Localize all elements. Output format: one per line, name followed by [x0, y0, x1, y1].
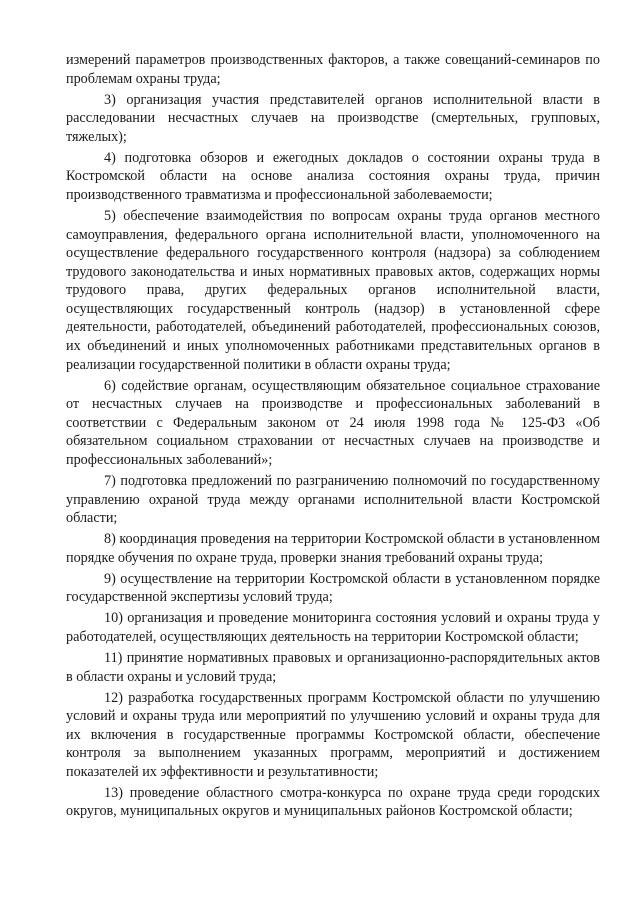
paragraph-item-3: 3) организация участия представителей органов исполнительной власти в расследовании несчастных случаев на производстве (смертельных, групповых, тяжелых);	[66, 91, 600, 145]
paragraph-item-9: 9) осуществление на территории Костромской области в установленном порядке государственной экспертизы условий труда;	[66, 570, 600, 606]
paragraph-continuation: измерений параметров производственных факторов, а также совещаний-семинаров по проблемам охраны труда;	[66, 52, 600, 87]
paragraph-item-8: 8) координация проведения на территории Костромской области в установленном порядке обучения по охране труда, проверки знания требований охраны труда;	[66, 531, 600, 566]
paragraph-item-12: 12) разработка государственных программ Костромской области по улучшению условий и охраны труда или мероприятий по улучшению условий и охраны труда для их включения в государственные программы Костромской области, обеспечение контроля за выполнением указанных программ, мероприятий и достижением показателей их эффективности и результативности;	[66, 689, 600, 780]
paragraph-item-5: 5) обеспечение взаимодействия по вопросам охраны труда органов местного самоуправления, федерального органа исполнительной власти, уполномоченного на осуществление федерального государственного контроля (надзора) за соблюдением трудового законодательства и иных нормативных правовых актов, содержащих нормы трудового права, других федеральных органов исполнительной власти, осуществляющих государственный контроль (надзор) в установленной сфере деятельности, работодателей, объединений работодателей, профессиональных союзов, их объединений и иных уполномоченных работниками представительных органов в реализации государственной политики в области охраны труда;	[66, 207, 600, 373]
paragraph-item-10: 10) организация и проведение мониторинга состояния условий и охраны труда у работодателей, осуществляющих деятельность на территории Костромской области;	[66, 610, 600, 645]
document-body	[66, 51, 600, 821]
paragraph-item-13: 13) проведение областного смотра-конкурса по охране труда среди городских округов, муниципальных округов и муниципальных районов Костромской области;	[66, 784, 600, 820]
paragraph-item-6: 6) содействие органам, осуществляющим обязательное социальное страхование от несчастных случаев на производстве и профессиональных заболеваний в соответствии с Федеральным законом от 24 июля 1998 года № 125-ФЗ «Об обязательном социальном страховании от несчастных случаев на производстве и профессиональных заболеваний»;	[66, 377, 600, 469]
paragraph-item-7: 7) подготовка предложений по разграничению полномочий по государственному управлению охраной труда между органами исполнительной власти Костромской области;	[66, 473, 600, 527]
paragraph-item-11: 11) принятие нормативных правовых и организационно-распорядительных актов в области охраны и условий труда;	[66, 649, 600, 685]
paragraph-item-4: 4) подготовка обзоров и ежегодных докладов о состоянии охраны труда в Костромской области на основе анализа состояния охраны труда, причин производственного травматизма и профессиональной заболеваемости;	[66, 149, 600, 203]
